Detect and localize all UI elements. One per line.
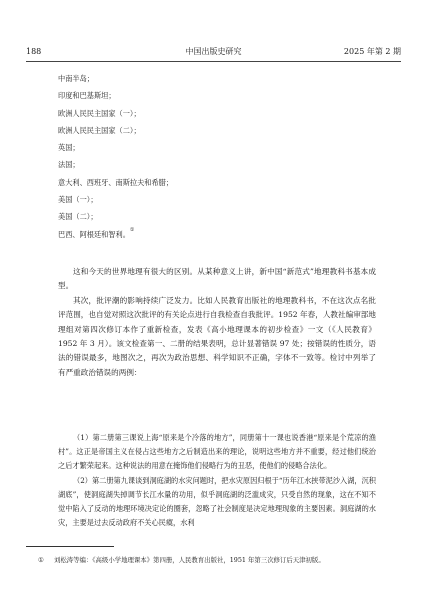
list-item: 意大利、西班牙、南斯拉夫和希腊； bbox=[58, 177, 174, 187]
quote-paragraph: （2）第二册第九课谈到洞庭湖的水灾问题时，把水灾原因归根于“历年江水挟带泥沙入湖，沉积湖底”，使洞庭湖失掉调节长江水量的功用，似乎洞庭湖的泛滥成灾，只受自然的现象，这在不知不觉中陷入了反动的地理环境决定论的圈套，忽略了社会制度是决定地理现象的主要因素。洞庭湖的水灾，主要是过去反动政府不关心民瘼，水利 bbox=[58, 475, 376, 528]
footnote-text: 刘松涛等编：《高级小学地理课本》第四册，人民教育出版社，1951 年第三次修订后天津初版。 bbox=[54, 556, 325, 564]
list-item: 欧洲人民民主国家（二）； bbox=[58, 125, 141, 135]
header-rule bbox=[26, 61, 401, 62]
list-item: 印度和巴基斯坦； bbox=[58, 91, 116, 101]
issue-label: 2025 年第 2 期 bbox=[343, 47, 401, 56]
footnote-mark: ① bbox=[38, 556, 44, 564]
list-item: 中南半岛； bbox=[58, 74, 94, 83]
list-item: 美国（二）； bbox=[58, 212, 98, 222]
footnote-rule bbox=[26, 546, 114, 547]
running-header bbox=[26, 46, 401, 60]
paragraph: 其次，批评潮的影响持续广泛发力。比如人民教育出版社的地理教科书，不在这次点名批评范围，也自觉对照这次批评的有关论点进行自我检查自我批评。1952 年春，人教社编审部地理组对第四次修订本作了重新检查，发表《高小地理课本的初步检查》一文（《人民教育》1952 年 3 月）。该文检查第一、二册的结果表明，总计显著错误 97 处；按错误的性质分，语法的错误最多，地图次之，再次为政治思想、科学知识不正确，字体不一致等。检讨中列举了有严重政治错误的两例： bbox=[58, 295, 376, 377]
list-item-text: 巴西、阿根廷和智利。 bbox=[58, 229, 130, 239]
list-item: 法国； bbox=[58, 160, 80, 170]
journal-title: 中国出版史研究 bbox=[185, 47, 242, 56]
paragraph: 这和今天的世界地理有很大的区别。从某种意义上讲，新中国“新范式”地理教科书基本成型。 bbox=[58, 267, 376, 291]
quote-paragraph: （1）第二册第三课说上海“原来是个冷落的地方”，同册第十一课也说香港“原来是个荒凉的渔村”。这正是帝国主义在侵占这些地方之后制造出来的理论，说明这些地方并不重要，经过他们统治之后才繁荣起来。这种说法的用意在掩饰他们侵略行为的丑恶，使他们的侵略合法化。 bbox=[58, 433, 376, 471]
list-item-last bbox=[58, 226, 388, 243]
quoted-examples bbox=[58, 431, 376, 530]
footnote-ref[interactable]: ① bbox=[129, 226, 135, 233]
page-number: 188 bbox=[26, 47, 42, 56]
list-item: 美国（一）； bbox=[58, 195, 98, 205]
footnote bbox=[38, 555, 398, 565]
body-text bbox=[58, 265, 376, 380]
list-item: 欧洲人民民主国家（一）； bbox=[58, 108, 141, 118]
list-item: 英国； bbox=[58, 143, 80, 153]
country-list bbox=[58, 70, 388, 243]
